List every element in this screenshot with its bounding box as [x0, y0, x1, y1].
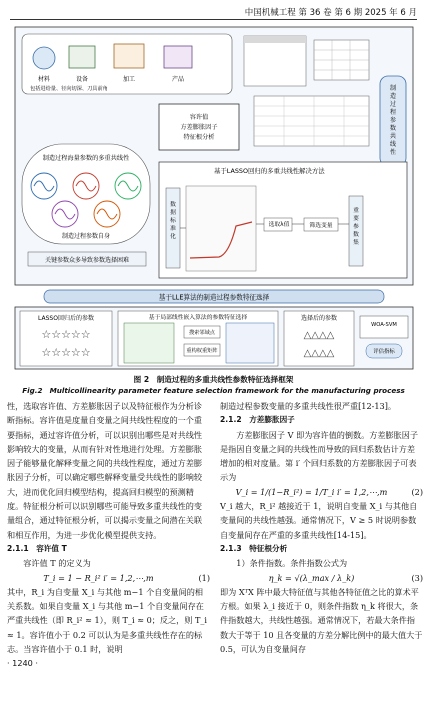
section-title: 容许值 T	[36, 543, 67, 553]
materials-icon	[33, 47, 55, 69]
section-number: 2.1.1	[7, 543, 29, 553]
left-para-1: 性，选取容许值、方差膨胀因子以及特征根作为分析诊断指标。容许值是度量自变量之间共线性程度的一个重要指标，通过容许值分析，可以识别出哪些是对共线性影响较大的变量，从而有针对性地进行处理。方差膨胀因子能够量化解释变量之间的共线性程度，通过方差膨胀因子分析，可以确定哪些解释变量受共线性的影响较大，进而优化回归模型结构，提高回归模型的预测精度。特征根分析可以识别哪些可能导致多重共线性的变量组合，通过特征根分析，可以揭示变量之间潜在关联和相互作用，为进一步优化模型提供支持。	[7, 401, 203, 540]
equipment-icon	[69, 46, 95, 68]
key-params-label: 关键参数众多导致参数选择困难	[44, 257, 130, 264]
triangle-icons-row2: △△△△	[303, 348, 335, 359]
processing-label: 加工	[122, 76, 136, 83]
params-text-1: 包括进给量、径向切深、刀具前角	[30, 86, 108, 92]
equation-2-number: (2)	[411, 486, 423, 497]
evaluate-label: 评估指标	[373, 349, 395, 355]
triangle-icons: △△△△	[303, 330, 335, 341]
figure-caption-en: Fig.2 Multicollinearity parameter feature selection framework for the manufacturing process	[22, 386, 405, 395]
product-label: 产品	[171, 76, 185, 83]
section-2-1-3	[220, 542, 423, 556]
multicollinearity-label: 制造过程海量参数的多重共线性	[42, 155, 130, 162]
woa-svm-label: WOA-SVM	[371, 322, 397, 328]
framework-figure	[14, 26, 414, 371]
reconstruct-label: 重构权重矩阵	[186, 348, 218, 354]
page-number: · 1240 ·	[7, 658, 39, 669]
right-para-3: V_i 越大，R_i² 越接近于 1，说明自变量 X_i 与其他自变量间的共线性越强。通常情况下，V ≥ 5 时说明参数自变量间存在严重的多重共线性[14-15]。	[220, 501, 418, 540]
elimination-label: 制造过程参数共线性	[389, 85, 397, 156]
section-title: 特征根分析	[249, 543, 288, 553]
section-2-1-1	[7, 542, 210, 556]
section-2-1-2	[220, 413, 423, 427]
standardize-label: 数据标准化	[170, 202, 176, 240]
equation-1	[7, 571, 210, 585]
equation-3-body: η_k = √(λ_max / λ_k)	[268, 572, 355, 583]
selected-params-label: 选择后的参数	[300, 315, 338, 322]
search-domain-label: 搜索邻域点	[189, 330, 215, 336]
section-title: 方差膨胀因子	[249, 415, 295, 425]
equation-2	[220, 485, 423, 499]
section-number: 2.1.3	[220, 543, 242, 553]
equation-2-body: V_i = 1/(1−R_i²) = 1/T_i i′ = 1,2,⋯,m	[235, 486, 388, 497]
lle-process-title: 基于局部线性嵌入算法的参数特征选择	[148, 315, 248, 321]
diagnosis-line1: 容许值	[189, 114, 209, 121]
header-rule	[10, 19, 417, 20]
param-self-label: 制造过程参数自身	[61, 233, 111, 240]
embedding-plot	[226, 323, 274, 363]
diagnosis-line3: 特征根分析	[183, 134, 215, 141]
lasso-title: 基于LASSO回归的多重共线性解决方法	[214, 167, 325, 175]
analysis-table-thumb	[254, 96, 369, 146]
right-para-4: 1）条件指数。条件指数公式为	[236, 558, 348, 569]
left-column	[7, 399, 210, 671]
important-params-label: 重要参数集	[353, 208, 359, 246]
select-lambda-label: 选取λ值	[268, 222, 290, 228]
star-icons: ☆☆☆☆☆	[41, 328, 91, 341]
running-header: 中国机械工程 第 36 卷 第 6 期 2025 年 6 月	[244, 8, 417, 18]
software-window-titlebar	[244, 36, 306, 43]
right-para-5: 即为 XᵀX 阵中最大特征值与其他各特征值之比的算术平方根。如果 λ_i 接近于 0，则条件指数 η_k 将很大，条件指数越大，共线性越强。通常情况下，若最大条件指数大于等于 10 且各变量的方差分解比例中的最大值大于 0.5，可认为自变量间存	[220, 586, 423, 655]
important-params-box	[349, 196, 363, 266]
right-para-1: 制造过程参数变量的多重共线性很严重[12-13]。	[220, 401, 397, 411]
equation-1-number: (1)	[198, 572, 210, 583]
equation-3	[220, 571, 423, 585]
equipment-label: 设备	[75, 76, 89, 83]
equation-3-number: (3)	[411, 572, 423, 583]
section-number: 2.1.2	[220, 415, 242, 425]
right-para-2: 方差膨胀因子 V 即为容许值的倒数。方差膨胀因子是指因自变量之间的共线性而导致的回归系数估计方差增加的相对度量。第 i′ 个回归系数的方差膨胀因子可表示为	[220, 429, 418, 483]
star-icons-row2: ☆☆☆☆☆	[41, 346, 91, 359]
left-para-3: 其中，R_i 为自变量 X_i 与其他 m−1 个自变量间的相关系数。如果自变量 X_i 与其他 m−1 个自变量间存在严重共线性（即 R_i² ≈ 1），则 T_i ≈ 0；反之，则 T_i ≈ 1。容许值小于 0.2 可以认为是多重共线性存在的标志。当容许值小于 0.1 时，说明	[7, 586, 208, 655]
figure-caption-cn: 图 2 制造过程的多重共线性参数特征选择框架	[133, 375, 294, 384]
product-icon	[164, 46, 192, 68]
software-window	[244, 36, 306, 86]
lasso-params-label: LASSO回归后的参数	[38, 315, 94, 322]
materials-label: 材料	[37, 76, 51, 83]
diagnosis-line2: 方差膨胀因子	[180, 124, 218, 131]
left-para-2: 容许值 T 的定义为	[23, 558, 91, 569]
manifold-plot	[124, 323, 174, 363]
lle-banner-text: 基于LLE算法的制造过程参数特征选择	[158, 293, 270, 302]
filter-vars-label: 筛选变量	[309, 223, 333, 229]
processing-icon	[114, 44, 144, 68]
right-column	[220, 399, 423, 656]
equation-1-body: T_i = 1 − R_i² i′ = 1,2,⋯,m	[43, 572, 154, 583]
